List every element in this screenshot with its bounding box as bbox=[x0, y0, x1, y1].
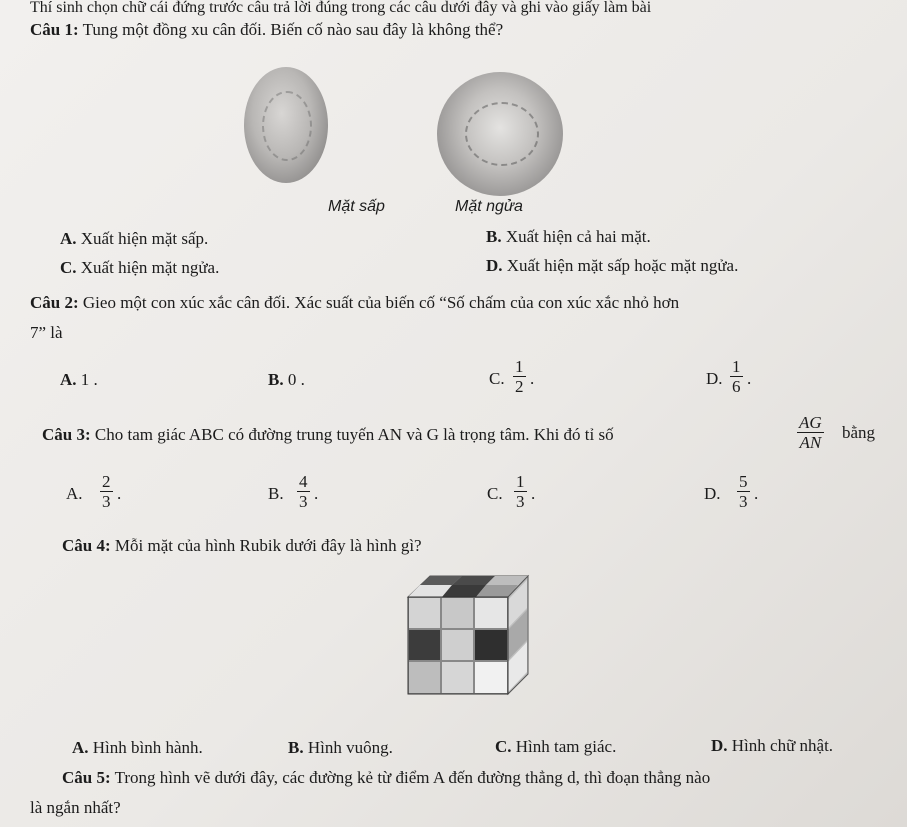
instruction-text: Thí sinh chọn chữ cái đứng trước câu trả lời đúng trong các câu dưới đây và ghi vào giấy làm bài bbox=[30, 0, 652, 16]
q2-option-b[interactable] bbox=[268, 370, 305, 390]
question-2-text-line1: Gieo một con xúc xắc cân đối. Xác suất của biến cố “Số chấm của con xúc xắc nhỏ hơn bbox=[82, 293, 680, 312]
q1-option-b[interactable] bbox=[486, 227, 651, 247]
question-2 bbox=[30, 293, 679, 313]
option-letter: A. bbox=[72, 738, 89, 757]
numerator: 1 bbox=[515, 357, 524, 376]
option-letter: D. bbox=[711, 736, 728, 755]
option-text: Hình vuông. bbox=[307, 738, 393, 757]
coin-tails-image bbox=[437, 72, 563, 196]
option-text: Xuất hiện mặt sấp. bbox=[80, 229, 209, 248]
option-text: Hình chữ nhật. bbox=[731, 736, 834, 755]
numerator: 4 bbox=[299, 472, 308, 491]
q2-option-c-fraction[interactable] bbox=[513, 357, 526, 396]
option-text: 1 . bbox=[80, 370, 98, 389]
q2-option-c-letter[interactable]: C. bbox=[489, 369, 505, 388]
numerator: 5 bbox=[739, 472, 748, 491]
option-letter: A. bbox=[60, 370, 77, 389]
denominator: 3 bbox=[739, 492, 748, 511]
option-letter: D. bbox=[486, 256, 503, 275]
option-text: Hình bình hành. bbox=[92, 738, 203, 757]
question-1 bbox=[30, 20, 503, 40]
option-text: 0 . bbox=[287, 370, 305, 389]
caption-heads: Mặt sấp bbox=[328, 198, 385, 215]
option-letter: C. bbox=[495, 737, 512, 756]
q3-option-c-dot: . bbox=[531, 484, 536, 503]
q3-option-d-dot: . bbox=[754, 484, 759, 503]
q3-option-d-fraction[interactable] bbox=[737, 472, 750, 511]
option-text: Xuất hiện mặt ngửa. bbox=[80, 258, 220, 277]
q2-option-d-dot: . bbox=[747, 369, 752, 388]
q1-option-c[interactable] bbox=[60, 258, 219, 278]
denominator: 6 bbox=[732, 377, 741, 396]
denominator: AN bbox=[799, 433, 822, 452]
numerator: 2 bbox=[102, 472, 111, 491]
question-4-text: Mỗi mặt của hình Rubik dưới đây là hình gì? bbox=[114, 536, 422, 555]
q3-option-a-fraction[interactable] bbox=[100, 472, 113, 511]
q4-option-d[interactable] bbox=[711, 736, 833, 756]
option-letter: A. bbox=[60, 229, 77, 248]
question-3-text-after: bằng bbox=[842, 423, 876, 442]
question-1-label: Câu 1: bbox=[30, 20, 79, 39]
denominator: 3 bbox=[516, 492, 525, 511]
coin-heads-image bbox=[244, 67, 328, 183]
q4-option-a[interactable] bbox=[72, 738, 203, 758]
option-text: Hình tam giác. bbox=[515, 737, 617, 756]
question-2-text-line2: 7” là bbox=[30, 323, 63, 342]
question-1-text: Tung một đồng xu cân đối. Biến cố nào sau đây là không thể? bbox=[82, 20, 504, 39]
numerator: 1 bbox=[732, 357, 741, 376]
q1-option-d[interactable] bbox=[486, 256, 738, 276]
q4-option-b[interactable] bbox=[288, 738, 393, 758]
question-3-label: Câu 3: bbox=[42, 425, 91, 444]
q2-option-d-fraction[interactable] bbox=[730, 357, 743, 396]
q2-option-d-letter[interactable]: D. bbox=[706, 369, 723, 388]
caption-tails: Mặt ngửa bbox=[455, 198, 523, 215]
question-2-label: Câu 2: bbox=[30, 293, 79, 312]
q3-option-a-dot: . bbox=[117, 484, 122, 503]
q3-option-b-letter[interactable]: B. bbox=[268, 484, 284, 503]
option-text: Xuất hiện cả hai mặt. bbox=[505, 227, 651, 246]
question-5-label: Câu 5: bbox=[62, 768, 111, 787]
q3-option-b-dot: . bbox=[314, 484, 319, 503]
numerator: 1 bbox=[516, 472, 525, 491]
question-4 bbox=[62, 536, 422, 556]
question-5-text-line1: Trong hình vẽ dưới đây, các đường kẻ từ điểm A đến đường thẳng d, thì đoạn thẳng nào bbox=[114, 768, 711, 787]
numerator: AG bbox=[799, 413, 822, 432]
rubik-cube-image bbox=[400, 570, 535, 700]
q3-option-c-fraction[interactable] bbox=[514, 472, 527, 511]
denominator: 3 bbox=[299, 492, 308, 511]
q3-ratio-fraction bbox=[797, 413, 824, 452]
option-text: Xuất hiện mặt sấp hoặc mặt ngửa. bbox=[506, 256, 739, 275]
option-letter: B. bbox=[268, 370, 284, 389]
q4-option-c[interactable] bbox=[495, 737, 616, 757]
denominator: 3 bbox=[102, 492, 111, 511]
question-5-text-line2: là ngắn nhất? bbox=[30, 798, 121, 817]
q1-option-a[interactable] bbox=[60, 229, 208, 249]
option-letter: C. bbox=[60, 258, 77, 277]
q2-option-a[interactable] bbox=[60, 370, 98, 390]
q2-option-c-dot: . bbox=[530, 369, 535, 388]
question-3-text: Cho tam giác ABC có đường trung tuyến AN và G là trọng tâm. Khi đó tỉ số bbox=[94, 425, 614, 444]
question-3 bbox=[42, 425, 614, 445]
question-5 bbox=[62, 768, 710, 788]
question-4-label: Câu 4: bbox=[62, 536, 111, 555]
option-letter: B. bbox=[486, 227, 502, 246]
denominator: 2 bbox=[515, 377, 524, 396]
q3-option-a-letter[interactable]: A. bbox=[66, 484, 83, 503]
q3-option-d-letter[interactable]: D. bbox=[704, 484, 721, 503]
option-letter: B. bbox=[288, 738, 304, 757]
q3-option-b-fraction[interactable] bbox=[297, 472, 310, 511]
q3-option-c-letter[interactable]: C. bbox=[487, 484, 503, 503]
